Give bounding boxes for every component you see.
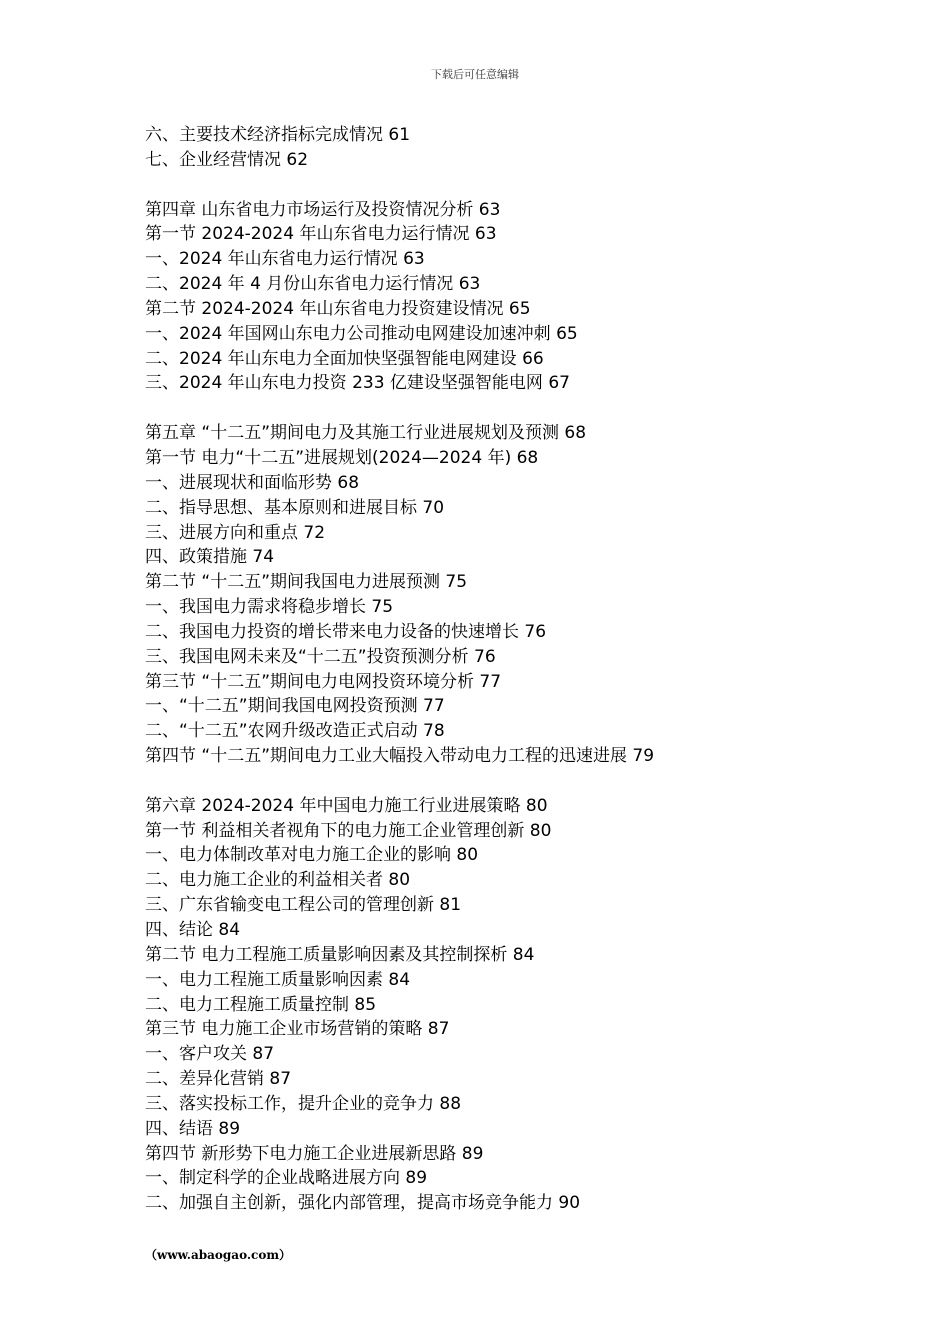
toc-line: 四、政策措施 74 [145, 547, 275, 568]
toc-line: 第三节 电力施工企业市场营销的策略 87 [145, 1019, 450, 1040]
toc-line: 二、加强自主创新，强化内部管理，提高市场竞争能力 90 [145, 1193, 581, 1214]
toc-line: 第二节 电力工程施工质量影响因素及其控制探析 84 [145, 944, 535, 965]
toc-line: 一、2024 年国网山东电力公司推动电网建设加速冲刺 65 [145, 323, 578, 344]
page-header-note: 下载后可任意编辑 [431, 68, 519, 81]
toc-line: 四、结论 84 [145, 920, 241, 940]
toc-line: 二、电力施工企业的利益相关者 80 [145, 870, 411, 891]
toc-line: 第六章 2024-2024 年中国电力施工行业进展策略 80 [145, 795, 548, 816]
toc-line: 二、“十二五”农网升级改造正式启动 78 [145, 721, 445, 742]
toc-line: 第三节 “十二五”期间电力电网投资环境分析 77 [145, 671, 502, 692]
toc-spacer [145, 769, 905, 794]
toc-line: 三、2024 年山东电力投资 233 亿建设坚强智能电网 67 [145, 373, 570, 394]
toc-line: 一、电力工程施工质量影响因素 84 [145, 969, 411, 990]
toc-spacer [145, 396, 905, 421]
toc-line: 一、2024 年山东省电力运行情况 63 [145, 249, 425, 270]
toc-line: 七、企业经营情况 62 [145, 149, 309, 170]
table-of-contents [145, 123, 905, 1216]
toc-line: 三、我国电网未来及“十二五”投资预测分析 76 [145, 646, 496, 667]
toc-line: 二、电力工程施工质量控制 85 [145, 994, 377, 1015]
toc-line: 第一节 利益相关者视角下的电力施工企业管理创新 80 [145, 820, 552, 841]
toc-line: 一、进展现状和面临形势 68 [145, 472, 360, 493]
toc-line: 一、我国电力需求将稳步增长 75 [145, 597, 394, 618]
toc-line: 一、客户攻关 87 [145, 1044, 275, 1065]
toc-line: 第四章 山东省电力市场运行及投资情况分析 63 [145, 199, 501, 220]
toc-line: 四、结语 89 [145, 1118, 241, 1139]
toc-line: 第五章 “十二五”期间电力及其施工行业进展规划及预测 68 [145, 423, 587, 444]
toc-line: 二、2024 年山东电力全面加快坚强智能电网建设 66 [145, 348, 544, 369]
toc-line: 一、“十二五”期间我国电网投资预测 77 [145, 696, 445, 717]
toc-line: 一、电力体制改革对电力施工企业的影响 80 [145, 845, 479, 866]
footer-site-link[interactable]: （www.abaogao.com） [145, 1248, 292, 1262]
toc-line: 二、我国电力投资的增长带来电力设备的快速增长 76 [145, 621, 547, 642]
toc-line: 第一节 电力“十二五”进展规划(2024—2024 年) 68 [145, 447, 539, 468]
toc-line: 二、指导思想、基本原则和进展目标 70 [145, 497, 445, 518]
toc-line: 二、2024 年 4 月份山东省电力运行情况 63 [145, 274, 481, 295]
toc-line: 三、落实投标工作，提升企业的竞争力 88 [145, 1093, 462, 1114]
toc-line: 第四节 新形势下电力施工企业进展新思路 89 [145, 1143, 484, 1164]
toc-line: 第二节 2024-2024 年山东省电力投资建设情况 65 [145, 298, 531, 319]
toc-line: 二、差异化营销 87 [145, 1069, 292, 1090]
toc-line: 第二节 “十二五”期间我国电力进展预测 75 [145, 572, 468, 593]
toc-line: 六、主要技术经济指标完成情况 61 [145, 125, 411, 145]
toc-line: 第四节 “十二五”期间电力工业大幅投入带动电力工程的迅速进展 79 [145, 746, 655, 767]
toc-line: 三、广东省输变电工程公司的管理创新 81 [145, 895, 462, 916]
toc-line: 一、制定科学的企业战略进展方向 89 [145, 1168, 428, 1189]
toc-line: 第一节 2024-2024 年山东省电力运行情况 63 [145, 224, 497, 245]
toc-spacer [145, 173, 905, 198]
toc-line: 三、进展方向和重点 72 [145, 522, 326, 543]
